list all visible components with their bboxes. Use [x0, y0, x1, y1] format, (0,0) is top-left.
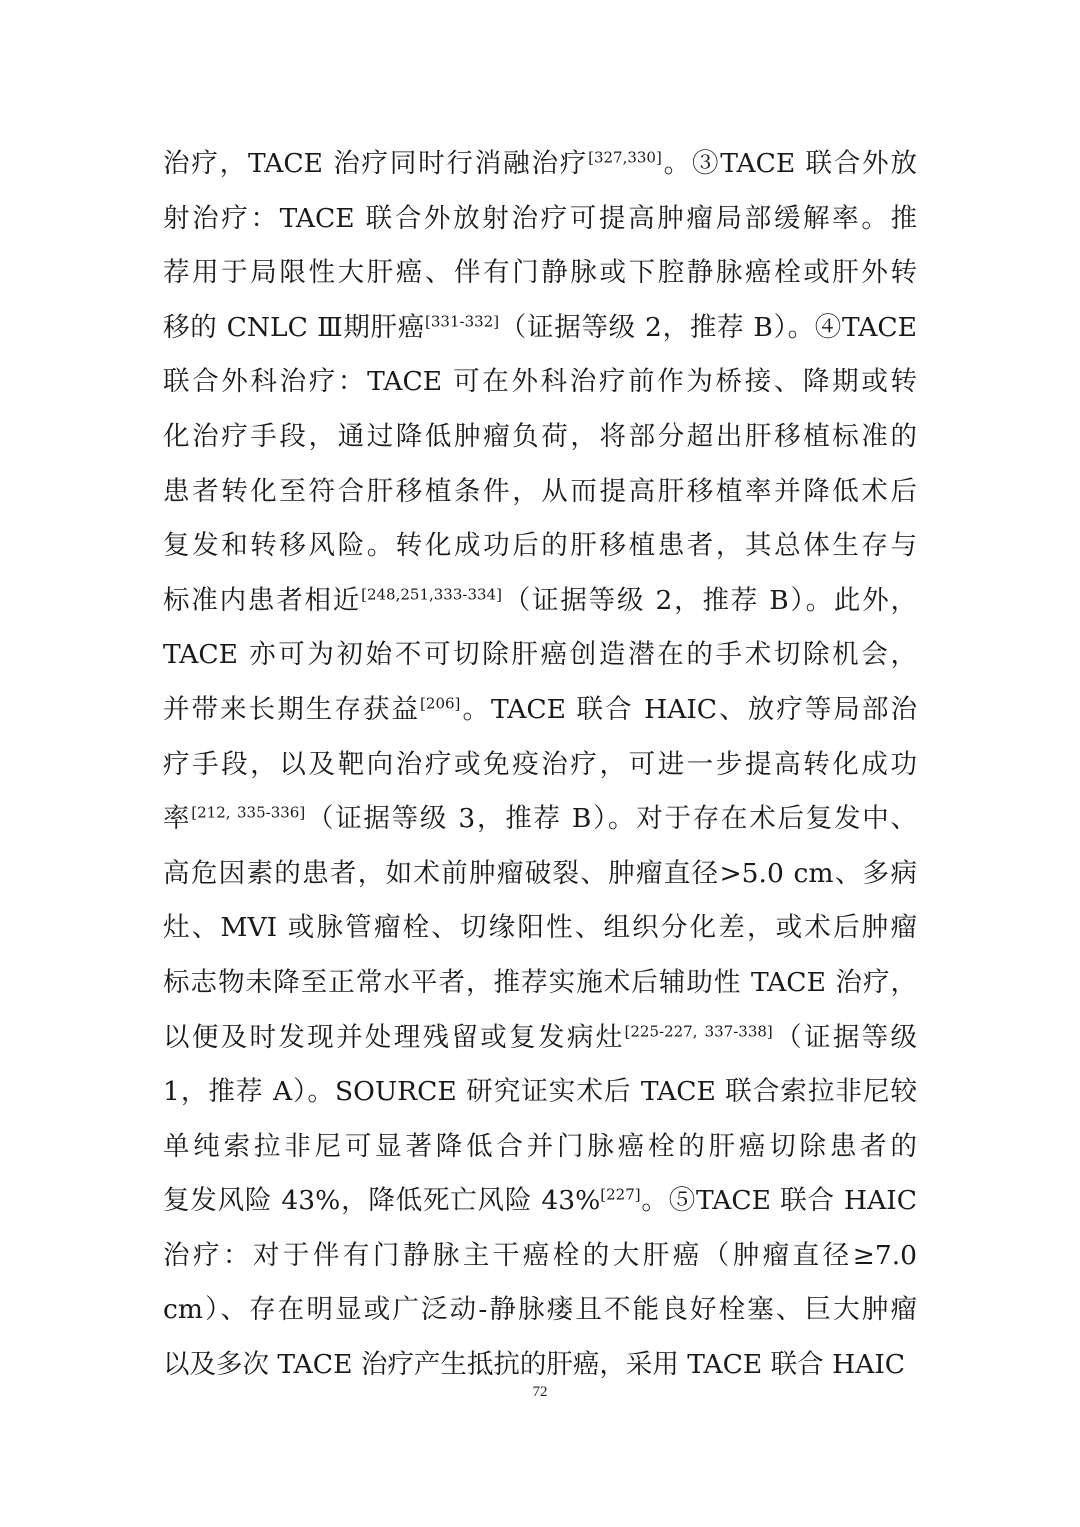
- text-line: [163, 192, 917, 247]
- line-text: 标志物未降至正常水平者，推荐实施术后辅助性 TACE 治疗，: [163, 966, 917, 998]
- text-line: [163, 519, 917, 574]
- line-text: 疗手段，以及靶向治疗或免疫治疗，可进一步提高转化成功: [163, 748, 917, 780]
- line-text: 高危因素的患者，如术前肿瘤破裂、肿瘤直径>5.0 cm、多病: [163, 857, 917, 889]
- text-line: [163, 738, 917, 793]
- text-line: [163, 683, 917, 738]
- line-text-continued: 。TACE 联合 HAIC、放疗等局部治: [460, 693, 917, 725]
- line-text: 灶、MVI 或脉管瘤栓、切缘阳性、组织分化差，或术后肿瘤: [163, 912, 917, 944]
- citation-reference: [227]: [600, 1185, 641, 1204]
- text-line: [163, 847, 917, 902]
- line-text: cm）、存在明显或广泛动-静脉瘘且不能良好栓塞、巨大肿瘤: [163, 1294, 917, 1326]
- line-text-continued: （证据等级 3，推荐 B）。对于存在术后复发中、: [305, 803, 917, 835]
- line-text: 单纯索拉非尼可显著降低合并门脉癌栓的肝癌切除患者的: [163, 1130, 917, 1162]
- citation-reference: [248,251,333-334]: [361, 585, 502, 604]
- text-line: [163, 355, 917, 410]
- line-text: 复发风险 43%，降低死亡风险 43%: [163, 1185, 601, 1217]
- text-line: [163, 246, 917, 301]
- text-line: [163, 410, 917, 465]
- line-text: 率: [163, 803, 192, 835]
- line-text-continued: （证据等级 2，推荐 B）。④TACE: [499, 311, 917, 343]
- text-line: [163, 1011, 917, 1066]
- line-text: 以便及时发现并处理残留或复发病灶: [163, 1021, 625, 1053]
- line-text: 荐用于局限性大肝癌、伴有门静脉或下腔静脉癌栓或肝外转: [163, 257, 917, 289]
- text-line: [163, 1229, 917, 1284]
- line-text: 化治疗手段，通过降低肿瘤负荷，将部分超出肝移植标准的: [163, 420, 917, 452]
- line-text-continued: 。③TACE 联合外放: [661, 148, 917, 179]
- citation-reference: [225-227, 337-338]: [624, 1022, 773, 1041]
- line-text-continued: （证据等级 2，推荐 B）。此外，: [501, 584, 917, 616]
- line-text: TACE 亦可为初始不可切除肝癌创造潜在的手术切除机会，: [163, 639, 917, 671]
- line-text: 1，推荐 A）。SOURCE 研究证实术后 TACE 联合索拉非尼较: [163, 1076, 917, 1108]
- text-line: [163, 137, 917, 192]
- line-text-continued: （证据等级: [772, 1021, 917, 1053]
- line-text: 治疗：对于伴有门静脉主干癌栓的大肝癌（肿瘤直径≥7.0: [163, 1239, 917, 1271]
- line-text: 射治疗：TACE 联合外放射治疗可提高肿瘤局部缓解率。推: [163, 202, 917, 234]
- line-text-continued: 。⑤TACE 联合 HAIC: [640, 1185, 917, 1217]
- citation-reference: [331-332]: [425, 312, 500, 331]
- text-line: [163, 901, 917, 956]
- line-text: 复发和转移风险。转化成功后的肝移植患者，其总体生存与: [163, 530, 917, 562]
- text-line: [163, 1283, 917, 1338]
- text-line: [163, 956, 917, 1011]
- line-text: 治疗，TACE 治疗同时行消融治疗: [163, 148, 589, 179]
- text-line: [163, 574, 917, 629]
- line-text: 移的 CNLC Ⅲ期肝癌: [163, 311, 426, 343]
- text-line: [163, 1065, 917, 1120]
- line-text: 以及多次 TACE 治疗产生抵抗的肝癌，采用 TACE 联合 HAIC: [163, 1349, 906, 1381]
- text-line: [163, 465, 917, 520]
- line-text: 联合外科治疗：TACE 可在外科治疗前作为桥接、降期或转: [163, 366, 917, 398]
- page-number: 72: [532, 1384, 548, 1400]
- text-line: [163, 301, 917, 356]
- line-text: 患者转化至符合肝移植条件，从而提高肝移植率并降低术后: [163, 475, 917, 507]
- text-line: [163, 628, 917, 683]
- line-text: 并带来长期生存获益: [163, 693, 421, 725]
- citation-reference: [327,330]: [588, 148, 662, 167]
- text-line: [163, 1174, 917, 1229]
- text-line: [163, 792, 917, 847]
- line-text: 标准内患者相近: [163, 584, 362, 616]
- body-text: [163, 137, 917, 1393]
- citation-reference: [206]: [420, 694, 461, 713]
- text-line: [163, 1120, 917, 1175]
- citation-reference: [212, 335-336]: [191, 803, 306, 822]
